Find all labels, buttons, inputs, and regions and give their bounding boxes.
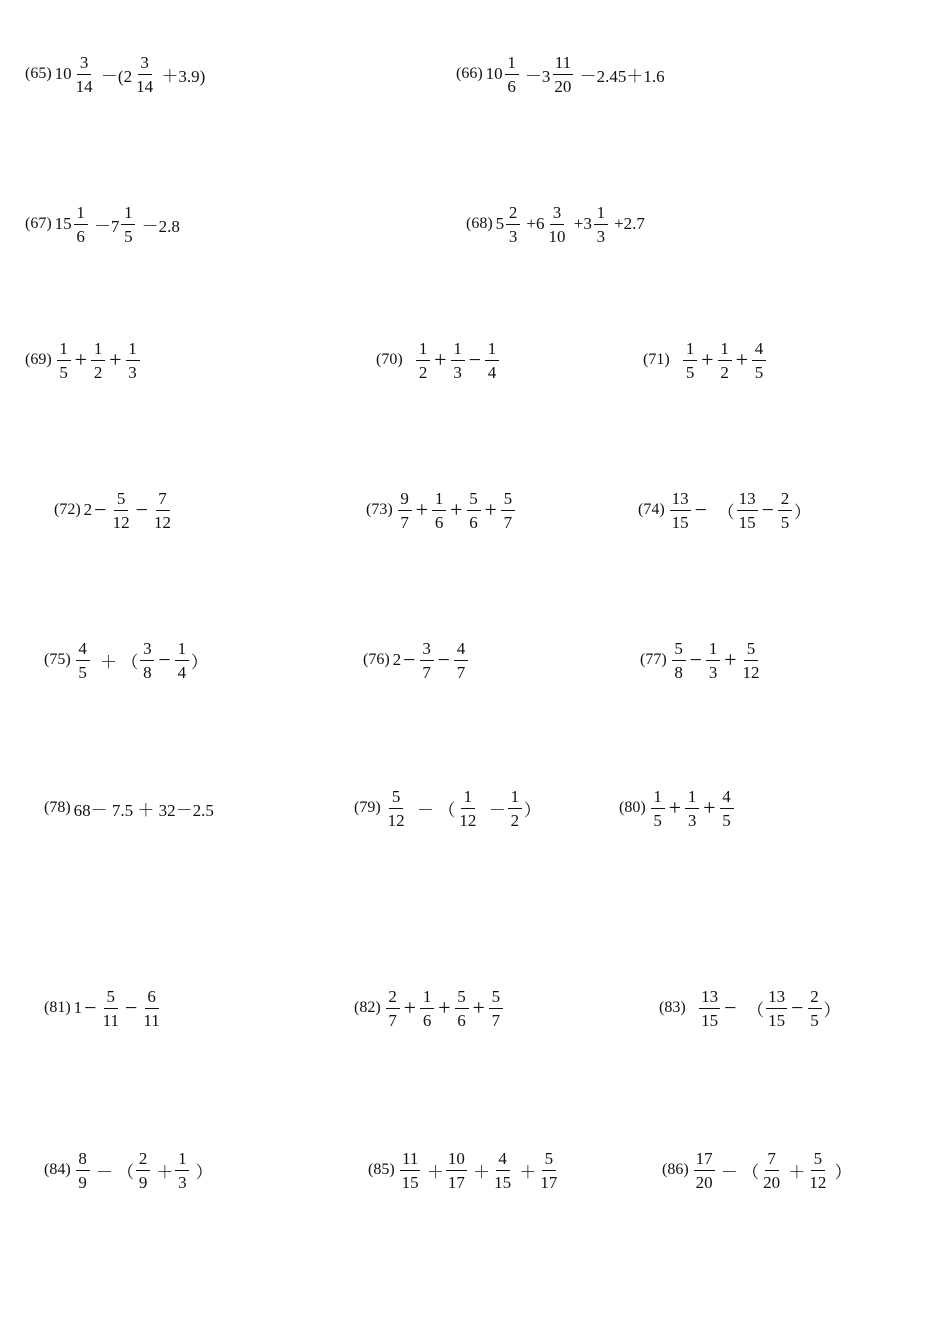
fraction <box>651 788 665 829</box>
problem-p79 <box>354 778 541 838</box>
operator: − <box>135 497 148 522</box>
problem-number: (66) <box>456 65 483 82</box>
denominator: 15 <box>768 1010 786 1030</box>
operator: + <box>403 995 417 1020</box>
fraction <box>467 490 481 531</box>
problem-number: (74) <box>638 501 665 518</box>
denominator: 7 <box>456 662 466 682</box>
denominator: 7 <box>400 512 409 532</box>
operator: + <box>724 647 737 672</box>
fraction <box>720 788 734 829</box>
numerator: 3 <box>420 640 434 661</box>
expression-text: ＋ （ <box>91 652 139 672</box>
problem-number: (84) <box>44 1161 71 1178</box>
numerator: 1 <box>685 788 699 809</box>
problem-p78 <box>44 778 214 838</box>
fraction <box>547 204 568 245</box>
problem-p84 <box>44 1140 213 1200</box>
fraction <box>57 340 71 381</box>
operator: − <box>437 647 450 672</box>
numerator: 13 <box>699 988 720 1009</box>
problem-p77 <box>640 630 764 690</box>
fraction <box>670 490 691 531</box>
fraction <box>594 204 608 245</box>
problem-p83 <box>659 978 841 1038</box>
fraction <box>485 340 499 381</box>
numerator: 1 <box>651 788 665 809</box>
problem-p86 <box>662 1140 852 1200</box>
problem-number: (86) <box>662 1161 689 1178</box>
fraction <box>398 490 412 531</box>
numerator: 5 <box>501 490 515 511</box>
fraction <box>741 640 762 681</box>
numerator: 2 <box>386 988 400 1009</box>
denominator: 7 <box>422 662 431 682</box>
denominator: 10 <box>548 226 566 246</box>
expression-text: ＋ <box>468 1162 491 1182</box>
fraction <box>454 640 468 681</box>
operator: − <box>724 995 737 1020</box>
numerator: 5 <box>104 988 118 1009</box>
numerator: 1 <box>416 340 430 361</box>
mixed-number <box>486 54 521 95</box>
fraction <box>126 340 140 381</box>
denominator: 6 <box>469 512 478 532</box>
fraction <box>74 54 95 95</box>
numerator: 11 <box>400 1150 420 1171</box>
expression-text <box>689 998 698 1018</box>
expression-text: － （ <box>408 800 456 820</box>
denominator: 17 <box>447 1172 465 1192</box>
numerator: 1 <box>461 788 475 809</box>
fraction <box>761 1150 782 1191</box>
whole-part: 15 <box>54 214 72 233</box>
operator: + <box>74 347 88 372</box>
fraction <box>492 1150 513 1191</box>
expression-text: ＋ <box>422 1162 444 1182</box>
fraction <box>778 490 792 531</box>
fraction <box>400 1150 421 1191</box>
denominator: 15 <box>738 512 756 532</box>
problem-p65 <box>25 44 205 104</box>
denominator: 3 <box>453 362 462 382</box>
expression-text: 2 <box>392 650 402 669</box>
problem-p69 <box>25 330 142 390</box>
operator: − <box>124 995 138 1020</box>
numerator: 1 <box>718 340 732 361</box>
fraction <box>134 54 155 95</box>
problem-p66 <box>456 44 665 104</box>
fraction <box>111 490 132 531</box>
denominator: 12 <box>387 810 405 830</box>
denominator: 14 <box>75 76 93 96</box>
denominator: 15 <box>701 1010 719 1030</box>
problem-number: (69) <box>25 351 52 368</box>
operator: − <box>468 347 481 372</box>
numerator: 1 <box>121 204 135 225</box>
expression-text: +2.7 <box>609 214 645 233</box>
denominator: 3 <box>596 226 606 246</box>
denominator: 7 <box>388 1010 397 1030</box>
fraction <box>420 988 434 1029</box>
problem-number: (72) <box>54 501 81 518</box>
expression-text: ） <box>190 652 208 672</box>
problem-number: (80) <box>619 799 646 816</box>
expression-text: ） <box>823 1000 841 1020</box>
denominator: 4 <box>487 362 497 382</box>
fraction <box>737 490 758 531</box>
expression-text: （ <box>738 1000 765 1020</box>
fraction <box>446 1150 467 1191</box>
expression-text: ） <box>523 800 541 820</box>
denominator: 3 <box>128 362 137 382</box>
numerator: 13 <box>737 490 758 511</box>
denominator: 3 <box>687 810 697 830</box>
numerator: 10 <box>446 1150 467 1171</box>
denominator: 9 <box>138 1172 148 1192</box>
operator: + <box>668 795 682 820</box>
problem-p75 <box>44 630 208 690</box>
denominator: 15 <box>401 1172 419 1192</box>
fraction <box>683 340 697 381</box>
expression-text: （ <box>709 502 735 522</box>
fraction <box>672 640 686 681</box>
fraction <box>489 988 503 1029</box>
fraction <box>699 988 720 1029</box>
problem-number: (68) <box>466 215 493 232</box>
denominator: 17 <box>540 1172 558 1192</box>
denominator: 12 <box>742 662 760 682</box>
numerator: 1 <box>706 640 720 661</box>
expression-text: － （ <box>716 1162 760 1182</box>
expression-text <box>673 350 682 370</box>
numerator: 3 <box>138 54 152 75</box>
denominator: 5 <box>59 362 68 382</box>
problem-number: (73) <box>366 501 393 518</box>
problem-p68 <box>466 194 645 254</box>
operator: + <box>434 347 447 372</box>
operator: + <box>450 497 463 522</box>
fraction <box>752 340 766 381</box>
denominator: 6 <box>507 76 516 96</box>
denominator: 14 <box>136 76 154 96</box>
numerator: 1 <box>175 1150 189 1171</box>
denominator: 12 <box>809 1172 827 1192</box>
operator: + <box>415 497 429 522</box>
denominator: 20 <box>554 76 572 96</box>
fraction <box>455 988 469 1029</box>
numerator: 17 <box>694 1150 715 1171</box>
fraction <box>76 1150 90 1191</box>
denominator: 5 <box>780 512 790 532</box>
numerator: 7 <box>765 1150 779 1171</box>
problem-p82 <box>354 978 505 1038</box>
denominator: 6 <box>434 512 444 532</box>
operator: − <box>689 647 703 672</box>
fraction <box>506 204 520 245</box>
fraction <box>501 490 515 531</box>
expression-text: － <box>480 800 506 820</box>
fraction <box>141 988 161 1029</box>
numerator: 1 <box>683 340 697 361</box>
operator: − <box>761 497 774 522</box>
problem-number: (81) <box>44 999 71 1016</box>
denominator: 9 <box>78 1172 87 1192</box>
numerator: 1 <box>57 340 71 361</box>
denominator: 3 <box>708 662 718 682</box>
expression-text: ＋ <box>152 1162 174 1182</box>
numerator: 5 <box>389 788 403 809</box>
denominator: 7 <box>503 512 513 532</box>
numerator: 7 <box>156 490 170 511</box>
problem-p85 <box>368 1140 561 1200</box>
problem-p67 <box>25 194 180 254</box>
denominator: 20 <box>695 1172 713 1192</box>
denominator: 5 <box>722 810 731 830</box>
fraction <box>74 204 88 245</box>
problem-number: (79) <box>354 799 381 816</box>
fraction <box>432 490 446 531</box>
operator: + <box>701 347 714 372</box>
numerator: 5 <box>114 490 128 511</box>
mixed-number <box>496 204 523 245</box>
expression-text: ） <box>794 502 811 522</box>
fraction <box>420 640 434 681</box>
fraction <box>508 788 522 829</box>
numerator: 1 <box>485 340 499 361</box>
problem-number: (65) <box>25 65 52 82</box>
numerator: 8 <box>76 1150 90 1171</box>
operator: − <box>403 647 416 672</box>
numerator: 5 <box>744 640 758 661</box>
expression-text <box>406 350 415 370</box>
mixed-number <box>55 204 90 245</box>
expression-text: － （ <box>91 1162 135 1182</box>
numerator: 5 <box>455 988 469 1009</box>
expression-text: ＋ <box>515 1162 537 1182</box>
operator: − <box>84 995 97 1020</box>
expression-text: ） <box>830 1162 852 1182</box>
numerator: 5 <box>811 1150 825 1171</box>
numerator: 5 <box>672 640 686 661</box>
fraction <box>538 1150 559 1191</box>
numerator: 13 <box>670 490 691 511</box>
problem-p81 <box>44 978 164 1038</box>
expression-text: －2.45＋1.6 <box>575 66 665 86</box>
problem-number: (78) <box>44 799 71 816</box>
operator: − <box>694 497 708 522</box>
numerator: 6 <box>145 988 159 1009</box>
numerator: 1 <box>508 788 522 809</box>
operator: + <box>703 795 716 820</box>
numerator: 4 <box>76 640 90 661</box>
denominator: 8 <box>674 662 683 682</box>
problem-number: (77) <box>640 651 667 668</box>
problem-p72 <box>54 480 175 540</box>
fraction <box>416 340 430 381</box>
numerator: 2 <box>778 490 792 511</box>
whole-part: 5 <box>495 214 505 233</box>
fraction <box>152 490 173 531</box>
denominator: 5 <box>810 1010 819 1030</box>
numerator: 4 <box>454 640 468 661</box>
fraction <box>766 988 787 1029</box>
denominator: 15 <box>494 1172 512 1192</box>
expression-text: +3 <box>569 214 592 233</box>
expression-text: ＋3.9) <box>157 66 206 86</box>
problem-p71 <box>643 330 768 390</box>
denominator: 11 <box>102 1010 119 1030</box>
numerator: 1 <box>451 340 465 361</box>
whole-part: 10 <box>485 64 503 83</box>
problem-number: (83) <box>659 999 686 1016</box>
denominator: 15 <box>671 512 689 532</box>
fraction <box>552 54 573 95</box>
problem-number: (70) <box>376 351 403 368</box>
fraction <box>121 204 135 245</box>
denominator: 12 <box>112 512 130 532</box>
problem-number: (67) <box>25 215 52 232</box>
numerator: 1 <box>505 54 519 75</box>
problem-p80 <box>619 778 736 838</box>
numerator: 1 <box>432 490 446 511</box>
numerator: 1 <box>74 204 88 225</box>
fraction <box>706 640 720 681</box>
operator: + <box>735 347 748 372</box>
fraction <box>101 988 121 1029</box>
numerator: 5 <box>542 1150 556 1171</box>
fraction <box>505 54 519 95</box>
numerator: 3 <box>77 54 91 75</box>
denominator: 3 <box>178 1172 187 1192</box>
operator: − <box>94 497 107 522</box>
problem-number: (75) <box>44 651 71 668</box>
problem-p73 <box>366 480 517 540</box>
fraction <box>136 1150 150 1191</box>
mixed-number <box>55 54 97 95</box>
expression-text: ＋ <box>784 1162 806 1182</box>
numerator: 2 <box>808 988 822 1009</box>
whole-part: 10 <box>54 64 72 83</box>
fraction <box>694 1150 715 1191</box>
expression-text: －(2 <box>96 66 133 86</box>
problem-number: (85) <box>368 1161 395 1178</box>
operator: − <box>791 995 804 1020</box>
fraction <box>808 988 822 1029</box>
denominator: 5 <box>78 662 87 682</box>
expression-text: －2.8 <box>137 216 180 236</box>
numerator: 1 <box>91 340 105 361</box>
expression-text: 2 <box>83 500 93 519</box>
denominator: 2 <box>93 362 103 382</box>
numerator: 1 <box>420 988 434 1009</box>
numerator: 3 <box>140 640 154 661</box>
fraction <box>386 988 400 1029</box>
fraction <box>807 1150 828 1191</box>
expression-text: －3 <box>520 66 551 86</box>
expression-text: +6 <box>522 214 545 233</box>
denominator: 8 <box>143 662 152 682</box>
numerator: 1 <box>594 204 608 225</box>
denominator: 11 <box>143 1010 160 1030</box>
problem-number: (82) <box>354 999 381 1016</box>
denominator: 12 <box>459 810 477 830</box>
operator: − <box>158 647 171 672</box>
numerator: 4 <box>720 788 734 809</box>
fraction <box>457 788 478 829</box>
denominator: 5 <box>685 362 695 382</box>
fraction <box>91 340 105 381</box>
denominator: 12 <box>154 512 171 532</box>
numerator: 11 <box>553 54 573 75</box>
fraction <box>451 340 465 381</box>
denominator: 6 <box>422 1010 432 1030</box>
numerator: 1 <box>126 340 140 361</box>
numerator: 1 <box>175 640 189 661</box>
numerator: 5 <box>467 490 481 511</box>
fraction <box>76 640 90 681</box>
problem-number: (76) <box>363 651 390 668</box>
denominator: 4 <box>177 662 187 682</box>
denominator: 6 <box>76 226 85 246</box>
expression-text: －7 <box>89 216 120 236</box>
fraction <box>718 340 732 381</box>
numerator: 3 <box>550 204 564 225</box>
problem-number: (71) <box>643 351 670 368</box>
operator: + <box>438 995 451 1020</box>
denominator: 5 <box>124 226 133 246</box>
numerator: 2 <box>136 1150 150 1171</box>
denominator: 5 <box>754 362 764 382</box>
fraction <box>175 640 189 681</box>
operator: + <box>484 497 497 522</box>
numerator: 5 <box>489 988 503 1009</box>
denominator: 2 <box>418 362 428 382</box>
denominator: 2 <box>510 810 520 830</box>
operator: + <box>109 347 122 372</box>
numerator: 4 <box>752 340 766 361</box>
numerator: 4 <box>496 1150 510 1171</box>
numerator: 2 <box>506 204 520 225</box>
numerator: 13 <box>766 988 787 1009</box>
fraction <box>386 788 407 829</box>
problem-p70 <box>376 330 501 390</box>
expression-text: 68－ 7.5 ＋ 32－2.5 <box>73 800 214 820</box>
fraction <box>140 640 154 681</box>
fraction <box>175 1150 189 1191</box>
problem-p76 <box>363 630 470 690</box>
fraction <box>685 788 699 829</box>
operator: + <box>472 995 485 1020</box>
denominator: 20 <box>763 1172 781 1192</box>
denominator: 5 <box>653 810 662 830</box>
expression-text: 1 <box>73 998 83 1017</box>
denominator: 3 <box>508 226 518 246</box>
denominator: 6 <box>457 1010 466 1030</box>
denominator: 7 <box>491 1010 501 1030</box>
numerator: 9 <box>398 490 412 511</box>
denominator: 2 <box>720 362 729 382</box>
problem-p74 <box>638 480 811 540</box>
expression-text: ） <box>191 1162 213 1182</box>
